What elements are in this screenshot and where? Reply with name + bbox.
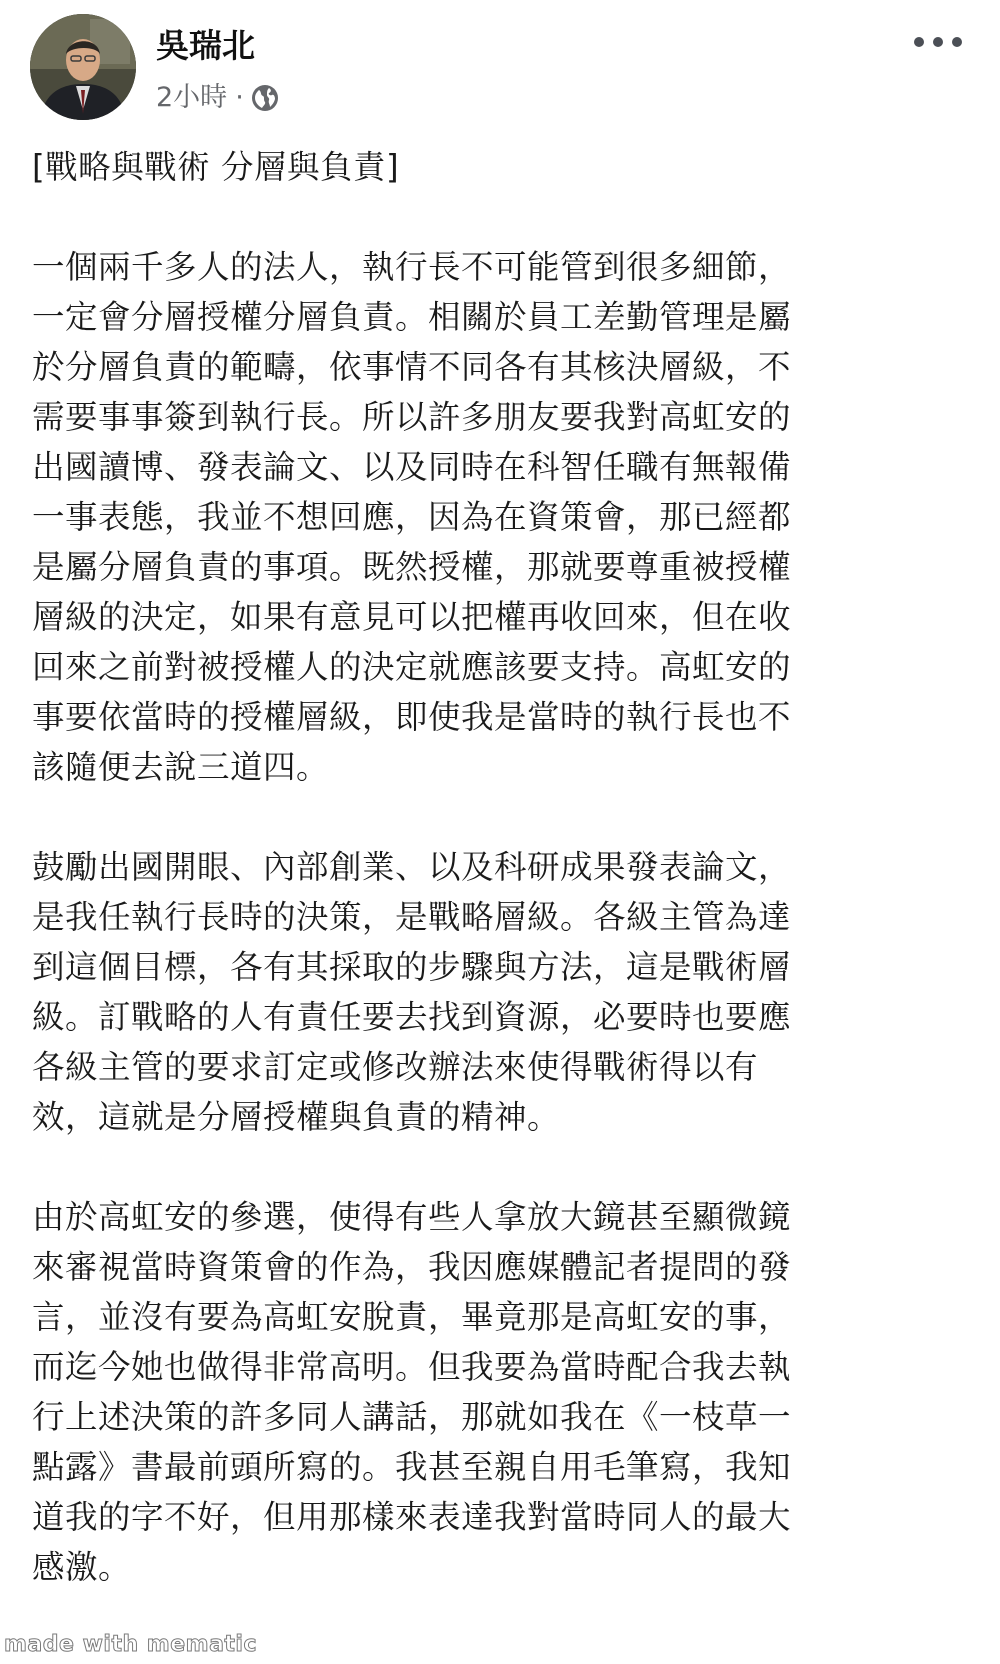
text-line: 事要依當時的授權層級，即使我是當時的執行長也不 (32, 698, 792, 736)
globe-icon (250, 83, 280, 113)
more-dot (933, 37, 943, 47)
text-line: 是屬分層負責的事項。既然授權，那就要尊重被授權 (32, 548, 792, 586)
text-line: 是我任執行長時的決策，是戰略層級。各級主管為達 (32, 898, 792, 936)
text-line: 一定會分層授權分層負責。相關於員工差勤管理是屬 (32, 298, 792, 336)
avatar-photo (30, 14, 136, 120)
paragraph-3 (32, 1192, 972, 1592)
text-line: 回來之前對被授權人的決定就應該要支持。高虹安的 (32, 648, 792, 686)
text-line: 於分層負責的範疇，依事情不同各有其核決層級，不 (32, 348, 792, 386)
text-line: 感激。 (32, 1548, 132, 1586)
text-line: 言，並沒有要為高虹安脫責，畢竟那是高虹安的事， (32, 1298, 792, 1336)
text-line: 一個兩千多人的法人，執行長不可能管到很多細節， (32, 248, 792, 286)
text-line: 層級的決定，如果有意見可以把權再收回來，但在收 (32, 598, 792, 636)
more-dot (952, 37, 962, 47)
meta-separator: · (235, 82, 244, 113)
post-body (32, 142, 972, 1592)
paragraph-2 (32, 842, 972, 1142)
text-line: 一事表態，我並不想回應，因為在資策會，那已經都 (32, 498, 792, 536)
text-line: 需要事事簽到執行長。所以許多朋友要我對高虹安的 (32, 398, 792, 436)
author-avatar[interactable] (30, 14, 136, 120)
author-name[interactable]: 吳瑞北 (156, 26, 255, 65)
paragraph-gap (32, 192, 972, 242)
post-title: [戰略與戰術 分層與負責] (32, 148, 400, 186)
text-line: 到這個目標，各有其採取的步驟與方法，這是戰術層 (32, 948, 792, 986)
paragraph-gap (32, 1142, 972, 1192)
text-line: 出國讀博、發表論文、以及同時在科智任職有無報備 (32, 448, 792, 486)
post-header (0, 0, 1000, 130)
text-line: 該隨便去說三道四。 (32, 748, 330, 786)
text-line: 效，這就是分層授權與負責的精神。 (32, 1098, 561, 1136)
text-line: 道我的字不好，但用那樣來表達我對當時同人的最大 (32, 1498, 792, 1536)
text-line: 行上述決策的許多同人講話，那就如我在《一枝草一 (32, 1398, 792, 1436)
paragraph-1 (32, 242, 972, 792)
text-line: 由於高虹安的參選，使得有些人拿放大鏡甚至顯微鏡 (32, 1198, 792, 1236)
text-line: 級。訂戰略的人有責任要去找到資源，必要時也要應 (32, 998, 792, 1036)
text-line: 鼓勵出國開眼、內部創業、以及科研成果發表論文， (32, 848, 792, 886)
more-options-icon[interactable] (914, 30, 962, 54)
more-dot (914, 37, 924, 47)
text-line: 點露》書最前頭所寫的。我甚至親自用毛筆寫，我知 (32, 1448, 792, 1486)
paragraph-gap (32, 792, 972, 842)
text-line: 來審視當時資策會的作為，我因應媒體記者提問的發 (32, 1248, 792, 1286)
post-timestamp[interactable]: 2小時 (156, 82, 228, 113)
text-line: 各級主管的要求訂定或修改辦法來使得戰術得以有 (32, 1048, 759, 1086)
post-meta (156, 82, 280, 114)
text-line: 而迄今她也做得非常高明。但我要為當時配合我去執 (32, 1348, 792, 1386)
mematic-watermark: made with mematic (4, 1632, 258, 1657)
